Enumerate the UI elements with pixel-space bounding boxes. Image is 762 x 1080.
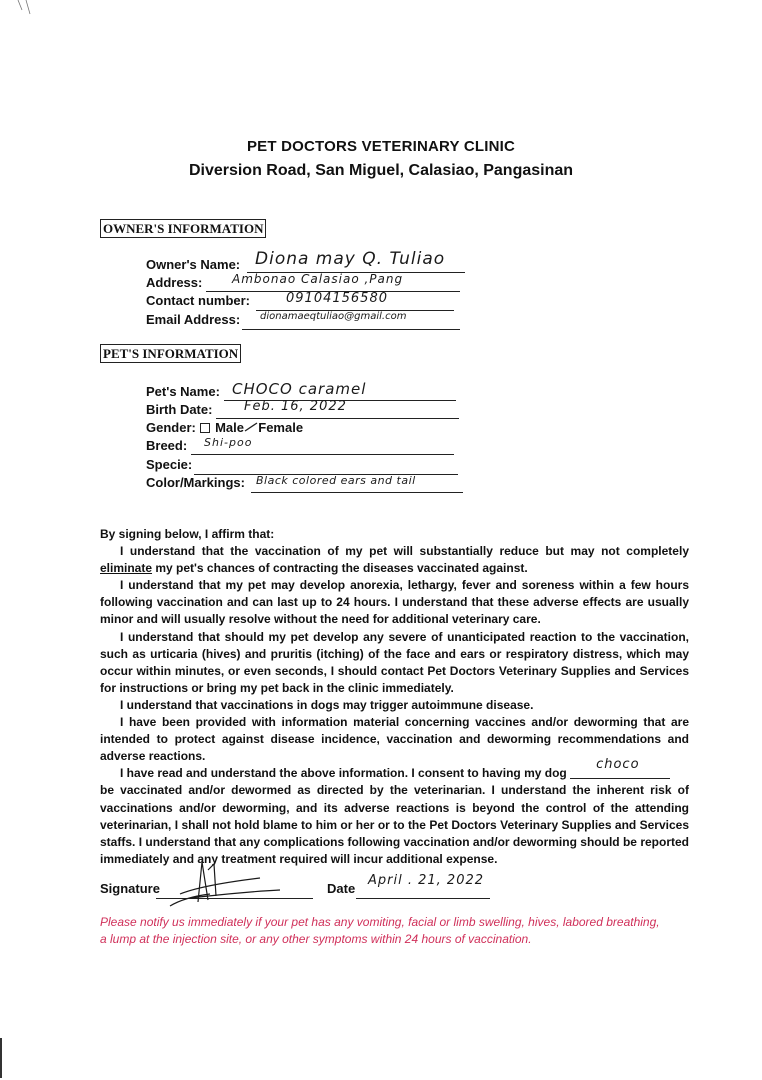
post-vaccination-notice: Please notify us immediately if your pet has any vomiting, facial or limb swelling, hives, labored breathing, a lump at the injection site, or any other symptoms within 24 hours of vaccination.: [100, 915, 660, 946]
owner-name-label: Owner's Name:: [146, 257, 241, 272]
consent-paragraph-5: I have been provided with information material concerning vaccines and/or deworming that are intended to protect against disease incidence, vaccination and deworming recommendations and adverse reactions.: [100, 715, 689, 764]
female-option-label: Female: [258, 420, 304, 435]
pet-birth-value: Feb. 16, 2022: [244, 399, 347, 414]
consent-intro: By signing below, I affirm that:: [100, 527, 275, 541]
pet-name-field[interactable]: [146, 383, 220, 401]
pet-specie-line: [194, 456, 458, 475]
pet-specie-label: Specie:: [146, 457, 193, 472]
owner-name-value: Diona may Q. Tuliao: [255, 249, 446, 269]
owner-email-field[interactable]: [146, 311, 240, 329]
pet-breed-value: Shi-poo: [204, 436, 253, 449]
consent-statement: [100, 526, 689, 868]
consent-paragraph-6-end: be vaccinated and/or dewormed as directed by the veterinarian. I understand the inherent risk of vaccinations and/or deworming, and its adverse reactions is beyond the control of the attending veterinarian, I shall not hold blame to him or her or to the Pet Doctors Veterinary Supplies and Services staffs. I understand that any complications following vaccination and/or deworming should be reported immediately and any treatment required will incur additional expense.: [100, 783, 689, 866]
pet-name-value: CHOCO caramel: [232, 380, 367, 398]
clinic-name: PET DOCTORS VETERINARY CLINIC: [246, 138, 516, 155]
dog-name-value: choco: [596, 757, 640, 773]
consent-paragraph-1-start: I understand that the vaccination of my pet will substantially reduce but may not completely: [120, 544, 689, 559]
consent-paragraph-3: I understand that should my pet develop any severe of unanticipated reaction to the vaccination, such as urticaria (hives) and pruritis (itching) of the face and ears or respiratory distress, which may occur within minutes, or even seconds, I should contact Pet Doctors Veterinary Supplies and Services for instructions or bring my pet back in the clinic immediately.: [100, 629, 689, 695]
owner-address-field[interactable]: [146, 274, 202, 292]
pet-birth-field[interactable]: [146, 401, 212, 419]
scan-edge-mark: [0, 1038, 2, 1078]
dog-name-field[interactable]: [570, 757, 670, 779]
owner-email-value: dionamaeqtuliao@gmail.com: [260, 311, 407, 322]
pet-color-label: Color/Markings:: [146, 475, 245, 490]
owner-email-label: Email Address:: [146, 312, 241, 327]
owner-section-title: OWNER'S INFORMATION: [100, 219, 266, 238]
owner-name-field[interactable]: [146, 256, 240, 274]
corner-scan-mark: [16, 0, 40, 22]
owner-address-value: Ambonao Calasiao ,Pang: [232, 272, 404, 286]
female-checkmark-icon: [244, 421, 258, 433]
pet-specie-field[interactable]: [146, 456, 192, 474]
date-label: Date: [327, 881, 356, 896]
pet-breed-label: Breed:: [146, 438, 188, 453]
consent-paragraph-6-text: I have read and understand the above information. I consent to having my dog: [120, 766, 567, 781]
pet-section-title: PET'S INFORMATION: [100, 344, 241, 363]
consent-paragraph-1-end: my pet's chances of contracting the diseases vaccinated against.: [155, 561, 528, 576]
owner-contact-value: 09104156580: [286, 291, 388, 306]
signature-label: Signature: [100, 881, 160, 896]
pet-breed-field[interactable]: [146, 437, 187, 455]
owner-address-label: Address:: [146, 275, 203, 290]
pet-birth-label: Birth Date:: [146, 402, 213, 417]
consent-paragraph-2: I understand that my pet may develop anorexia, lethargy, fever and soreness within a few hours following vaccination and can last up to 24 hours. I understand that these adverse effects are usually minor and will usually resolve without the need for additional veterinary care.: [100, 578, 689, 627]
date-value: April . 21, 2022: [368, 873, 485, 888]
eliminate-word: eliminate: [100, 561, 153, 576]
consent-paragraph-1: [100, 543, 689, 577]
clinic-address: Diversion Road, San Miguel, Calasiao, Pangasinan: [188, 162, 574, 179]
male-option-label: Male: [215, 420, 244, 435]
pet-gender-label: Gender:: [146, 420, 196, 435]
pet-name-label: Pet's Name:: [146, 384, 220, 399]
signature-scribble: [150, 850, 290, 920]
pet-gender-field[interactable]: [146, 419, 303, 437]
male-checkbox[interactable]: [200, 423, 210, 433]
owner-contact-label: Contact number:: [146, 293, 250, 308]
consent-paragraph-4: I understand that vaccinations in dogs may trigger autoimmune disease.: [120, 697, 534, 712]
owner-contact-field[interactable]: [146, 292, 250, 310]
pet-color-field[interactable]: [146, 474, 245, 492]
date-field[interactable]: [327, 880, 355, 898]
pet-color-value: Black colored ears and tail: [256, 474, 416, 487]
consent-paragraph-6-start: [100, 757, 689, 782]
